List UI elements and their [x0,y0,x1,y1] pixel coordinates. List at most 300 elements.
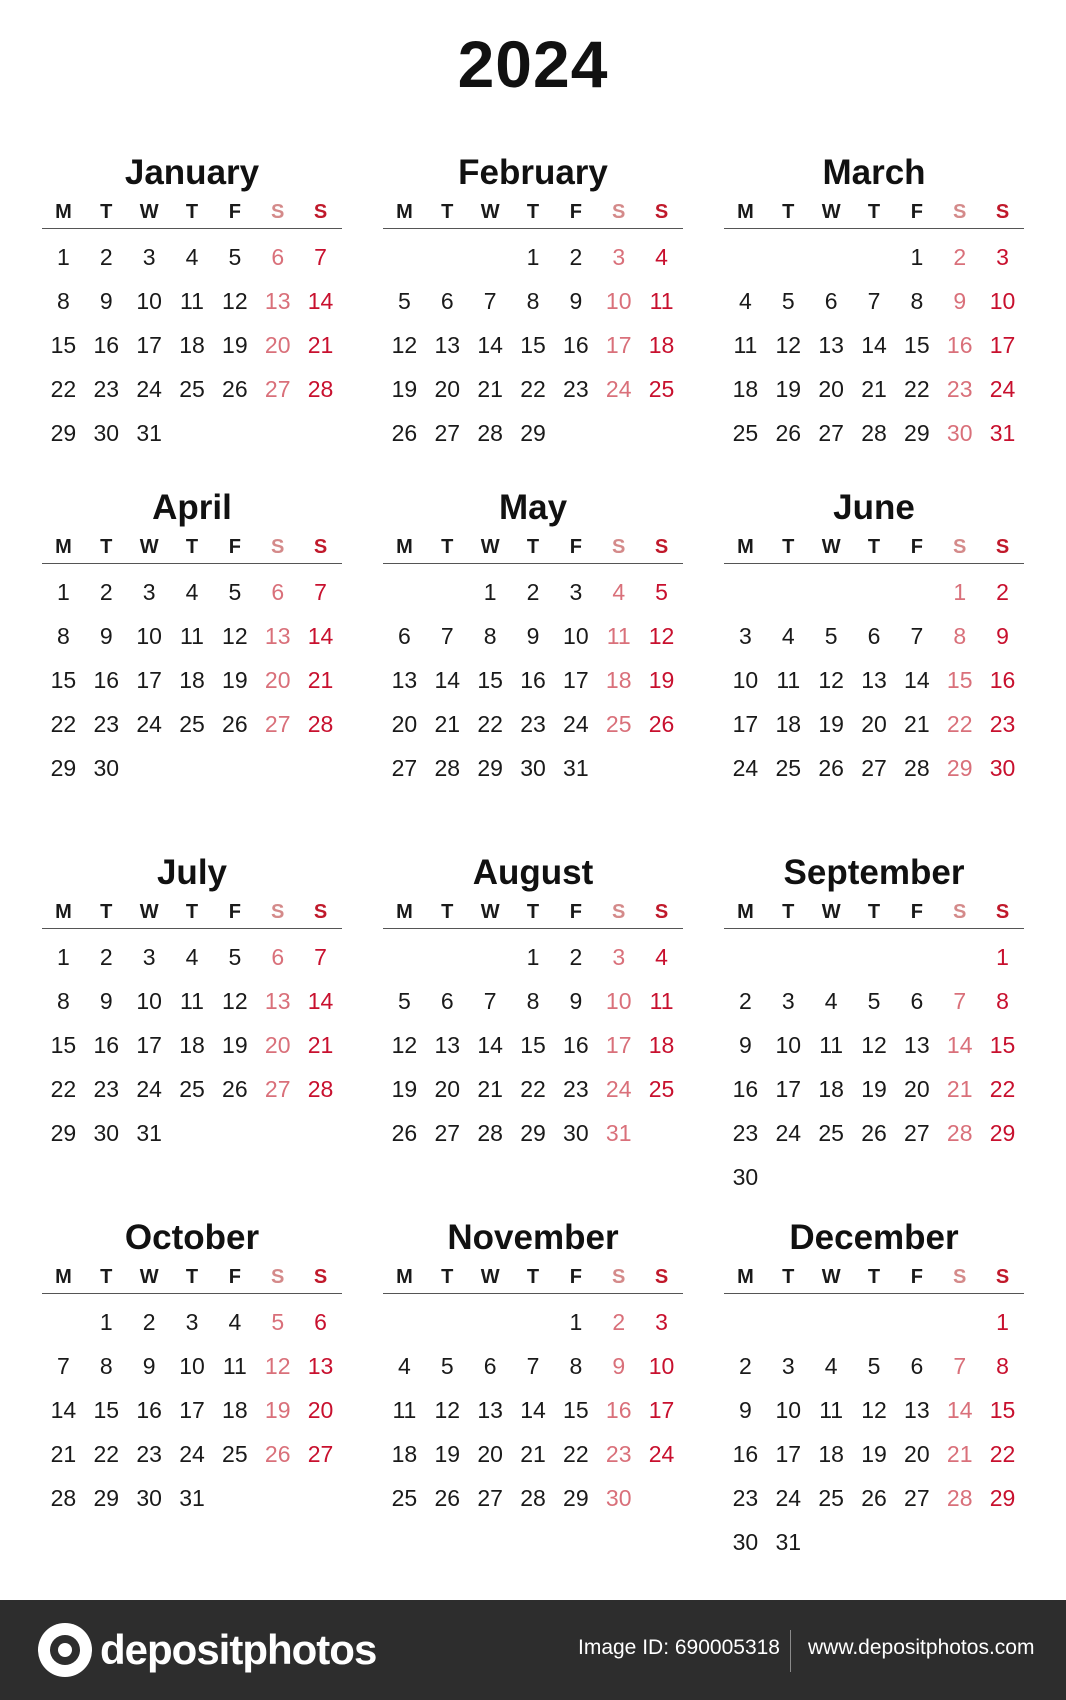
day-cell: 18 [222,1396,248,1423]
weekday-label: T [185,201,199,223]
day-cell: 5 [228,578,242,605]
day-cell: 1 [57,943,70,970]
day-cell: 6 [910,987,924,1014]
day-cell: 7 [953,987,967,1014]
day-cell: 13 [434,1031,461,1058]
day-cell: 10 [605,287,632,314]
day-cell: 6 [398,622,411,649]
day-cell: 12 [434,1396,461,1423]
day-cell: 15 [946,666,973,693]
weekday-label: M [737,201,754,223]
day-cell: 12 [861,1031,887,1058]
day-cell: 29 [477,754,503,781]
day-cell: 30 [520,754,546,781]
day-cell: 19 [434,1440,461,1467]
month-name: January [124,153,260,192]
day-cell: 8 [910,287,924,314]
weekday-label: T [441,536,454,558]
weekday-label: S [953,901,967,923]
weekday-label: T [526,1266,540,1288]
day-cell: 15 [477,666,503,693]
day-cell: 29 [50,419,77,446]
day-cell: 23 [520,710,546,737]
day-cell: 22 [946,710,973,737]
day-cell: 16 [563,1031,589,1058]
weekday-label: W [821,1266,841,1288]
day-cell: 25 [179,710,205,737]
day-cell: 15 [989,1396,1016,1423]
month-name: June [833,488,915,527]
day-cell: 24 [179,1440,205,1467]
day-cell: 11 [819,1396,844,1423]
day-cell: 13 [434,331,461,358]
weekday-label: T [185,536,199,558]
weekday-label: S [654,536,669,558]
day-cell: 7 [440,622,454,649]
site-url-link[interactable]: www.depositphotos.com [808,1636,1035,1659]
day-cell: 1 [99,1308,113,1335]
day-cell: 17 [136,1031,162,1058]
weekday-label: S [953,201,967,223]
day-cell: 24 [648,1440,675,1467]
day-cell: 10 [989,287,1016,314]
day-cell: 28 [520,1484,546,1511]
day-cell: 11 [733,331,758,358]
day-cell: 9 [739,1031,752,1058]
day-cell: 6 [314,1308,327,1335]
day-cell: 19 [222,1031,248,1058]
days-grid [724,1300,1024,1564]
day-cell: 5 [271,1308,285,1335]
day-cell: 31 [136,1119,162,1146]
weekday-label: F [228,901,241,923]
day-cell: 19 [222,331,248,358]
weekday-label: W [480,901,500,923]
day-cell: 27 [434,1119,461,1146]
month-name: November [447,1218,619,1257]
day-cell: 15 [50,666,77,693]
day-cell: 12 [391,1031,418,1058]
day-cell: 11 [180,287,204,314]
day-cell: 1 [910,243,924,270]
day-cell: 22 [50,375,77,402]
day-cell: 16 [563,331,589,358]
day-cell: 28 [861,419,887,446]
day-cell: 3 [612,943,626,970]
day-cell: 29 [50,1119,77,1146]
day-cell: 7 [314,943,327,970]
weekday-header [383,196,683,229]
weekday-label: F [569,901,582,923]
day-cell: 9 [996,622,1009,649]
day-cell: 28 [477,1119,503,1146]
days-grid [42,235,342,455]
month-april [42,485,342,850]
month-name: December [789,1218,959,1257]
weekday-label: F [569,201,582,223]
day-cell: 4 [612,578,626,605]
day-cell: 12 [648,622,675,649]
day-cell: 14 [904,666,930,693]
weekday-label: F [569,1266,582,1288]
day-cell: 21 [904,710,930,737]
day-cell: 28 [946,1484,973,1511]
month-name: July [156,853,228,892]
day-cell: 19 [648,666,675,693]
day-cell: 23 [93,375,120,402]
weekday-label: S [612,901,626,923]
day-cell: 17 [605,1031,632,1058]
day-cell: 1 [483,578,497,605]
day-cell: 7 [953,1352,967,1379]
weekday-label: T [867,201,881,223]
day-cell: 1 [569,1308,583,1335]
weekday-label: W [139,536,159,558]
day-cell: 25 [179,375,205,402]
day-cell: 18 [179,666,205,693]
day-cell: 31 [179,1484,205,1511]
weekday-label: T [782,536,795,558]
days-grid [724,235,1024,455]
month-february [383,150,683,485]
brand-logo[interactable] [38,1622,376,1678]
day-cell: 25 [818,1119,844,1146]
day-cell: 5 [781,287,795,314]
day-cell: 3 [569,578,583,605]
day-cell: 15 [93,1396,120,1423]
day-cell: 20 [264,666,291,693]
day-cell: 25 [775,754,802,781]
day-cell: 2 [996,578,1009,605]
day-cell: 12 [264,1352,291,1379]
day-cell: 2 [99,578,113,605]
day-cell: 11 [606,622,631,649]
day-cell: 21 [946,1440,973,1467]
day-cell: 8 [526,287,540,314]
day-cell: 26 [775,419,802,446]
weekday-label: T [782,901,795,923]
day-cell: 25 [648,375,675,402]
day-cell: 14 [946,1396,973,1423]
day-cell: 2 [953,243,967,270]
day-cell: 14 [307,622,334,649]
day-cell: 9 [569,287,583,314]
day-cell: 20 [861,710,887,737]
day-cell: 3 [655,1308,668,1335]
day-cell: 13 [477,1396,503,1423]
day-cell: 19 [861,1075,887,1102]
day-cell: 4 [398,1352,411,1379]
day-cell: 16 [520,666,546,693]
day-cell: 20 [391,710,418,737]
day-cell: 15 [563,1396,589,1423]
day-cell: 28 [50,1484,77,1511]
weekday-header [724,531,1024,564]
weekday-label: S [313,201,328,223]
month-name: October [124,1218,260,1257]
day-cell: 5 [867,1352,881,1379]
day-cell: 7 [526,1352,540,1379]
day-cell: 22 [50,1075,77,1102]
month-march [724,150,1024,485]
day-cell: 20 [264,1031,291,1058]
day-cell: 7 [867,287,881,314]
camera-lens-icon [38,1623,92,1677]
day-cell: 8 [996,987,1009,1014]
day-cell: 4 [228,1308,242,1335]
weekday-label: F [910,201,923,223]
day-cell: 9 [612,1352,626,1379]
day-cell: 23 [732,1484,759,1511]
day-cell: 22 [989,1075,1016,1102]
day-cell: 14 [307,287,334,314]
day-cell: 8 [953,622,967,649]
day-cell: 26 [861,1119,887,1146]
day-cell: 2 [99,243,113,270]
day-cell: 28 [307,375,334,402]
footer-divider [790,1630,791,1672]
weekday-label: F [228,536,241,558]
day-cell: 11 [649,987,674,1014]
day-cell: 10 [648,1352,675,1379]
day-cell: 26 [818,754,844,781]
month-name: March [822,153,926,192]
day-cell: 17 [605,331,632,358]
footer-bar [0,1600,1066,1700]
weekday-label: S [995,901,1010,923]
days-grid [42,570,342,790]
day-cell: 14 [946,1031,973,1058]
day-cell: 26 [264,1440,291,1467]
month-may [383,485,683,850]
weekday-label: M [737,1266,754,1288]
day-cell: 4 [655,943,668,970]
day-cell: 18 [732,375,759,402]
day-cell: 17 [136,666,162,693]
day-cell: 3 [612,243,626,270]
day-cell: 23 [989,710,1016,737]
weekday-header [383,531,683,564]
day-cell: 7 [314,578,327,605]
day-cell: 18 [179,331,205,358]
day-cell: 30 [946,419,973,446]
month-september [724,850,1024,1215]
day-cell: 28 [477,419,503,446]
days-grid [383,235,683,455]
day-cell: 22 [93,1440,120,1467]
day-cell: 19 [264,1396,291,1423]
weekday-label: F [228,1266,241,1288]
day-cell: 5 [398,287,411,314]
month-october [42,1215,342,1575]
day-cell: 17 [648,1396,675,1423]
weekday-label: T [526,536,540,558]
day-cell: 16 [989,666,1016,693]
day-cell: 11 [180,622,204,649]
weekday-header [42,196,342,229]
weekday-header [383,1261,683,1294]
day-cell: 3 [781,1352,795,1379]
day-cell: 12 [775,331,802,358]
weekday-label: T [441,201,454,223]
weekday-label: M [396,536,413,558]
day-cell: 31 [605,1119,632,1146]
weekday-label: F [228,201,241,223]
weekday-label: S [271,901,285,923]
day-cell: 10 [563,622,589,649]
day-cell: 4 [739,287,752,314]
month-june [724,485,1024,850]
day-cell: 3 [142,243,156,270]
day-cell: 23 [605,1440,632,1467]
day-cell: 11 [776,666,801,693]
day-cell: 2 [569,943,583,970]
day-cell: 12 [222,987,248,1014]
day-cell: 5 [228,943,242,970]
day-cell: 4 [781,622,795,649]
day-cell: 17 [775,1075,802,1102]
day-cell: 31 [775,1528,802,1555]
day-cell: 12 [222,287,248,314]
weekday-label: T [782,201,795,223]
weekday-label: S [612,536,626,558]
weekday-label: S [313,1266,328,1288]
weekday-label: M [55,536,72,558]
weekday-label: W [821,201,841,223]
day-cell: 13 [818,331,844,358]
day-cell: 20 [904,1440,930,1467]
day-cell: 23 [946,375,973,402]
day-cell: 25 [179,1075,205,1102]
day-cell: 13 [391,666,418,693]
day-cell: 4 [824,1352,838,1379]
day-cell: 14 [477,331,503,358]
days-grid [724,570,1024,790]
day-cell: 24 [136,710,162,737]
day-cell: 26 [861,1484,887,1511]
day-cell: 13 [264,287,291,314]
day-cell: 22 [904,375,930,402]
day-cell: 6 [824,287,838,314]
day-cell: 30 [605,1484,632,1511]
day-cell: 20 [434,1075,461,1102]
day-cell: 9 [569,987,583,1014]
weekday-label: S [313,536,328,558]
weekday-label: F [910,1266,923,1288]
day-cell: 26 [222,1075,248,1102]
year-title: 2024 [457,27,609,101]
day-cell: 27 [307,1440,334,1467]
month-name: April [152,488,232,527]
day-cell: 19 [391,1075,418,1102]
image-id-label: Image ID: 690005318 [578,1636,780,1659]
day-cell: 9 [739,1396,752,1423]
weekday-label: M [396,1266,413,1288]
day-cell: 28 [904,754,930,781]
day-cell: 15 [520,331,546,358]
day-cell: 5 [655,578,668,605]
day-cell: 16 [136,1396,162,1423]
weekday-label: F [910,536,923,558]
day-cell: 2 [142,1308,156,1335]
day-cell: 4 [185,243,199,270]
weekday-label: S [313,901,328,923]
day-cell: 8 [483,622,497,649]
day-cell: 6 [483,1352,497,1379]
weekday-label: W [821,901,841,923]
weekday-header [724,196,1024,229]
day-cell: 2 [526,578,540,605]
weekday-label: M [396,201,413,223]
day-cell: 21 [307,666,334,693]
day-cell: 30 [732,1163,759,1190]
day-cell: 15 [50,1031,77,1058]
weekday-label: T [185,1266,199,1288]
day-cell: 21 [50,1440,77,1467]
day-cell: 16 [732,1440,759,1467]
day-cell: 1 [996,1308,1009,1335]
day-cell: 15 [904,331,930,358]
day-cell: 20 [434,375,461,402]
day-cell: 17 [563,666,589,693]
day-cell: 25 [605,710,632,737]
day-cell: 2 [739,1352,752,1379]
day-cell: 8 [569,1352,583,1379]
day-cell: 9 [142,1352,156,1379]
day-cell: 24 [136,375,162,402]
day-cell: 21 [946,1075,973,1102]
weekday-label: T [100,201,113,223]
day-cell: 18 [818,1440,844,1467]
day-cell: 12 [391,331,418,358]
day-cell: 9 [99,987,113,1014]
day-cell: 8 [996,1352,1009,1379]
day-cell: 27 [861,754,887,781]
day-cell: 16 [93,1031,120,1058]
day-cell: 18 [391,1440,418,1467]
day-cell: 21 [307,1031,334,1058]
day-cell: 29 [520,419,546,446]
day-cell: 7 [483,987,497,1014]
weekday-label: T [867,901,881,923]
day-cell: 13 [264,622,291,649]
day-cell: 3 [185,1308,199,1335]
day-cell: 2 [99,943,113,970]
weekday-label: S [995,201,1010,223]
day-cell: 17 [775,1440,802,1467]
day-cell: 28 [307,710,334,737]
day-cell: 8 [57,987,70,1014]
day-cell: 18 [605,666,632,693]
day-cell: 14 [477,1031,503,1058]
day-cell: 22 [520,375,546,402]
day-cell: 24 [989,375,1016,402]
day-cell: 29 [93,1484,120,1511]
day-cell: 6 [271,243,285,270]
day-cell: 3 [739,622,752,649]
day-cell: 21 [477,375,503,402]
day-cell: 12 [818,666,844,693]
day-cell: 20 [477,1440,503,1467]
day-cell: 1 [996,943,1009,970]
day-cell: 25 [732,419,759,446]
day-cell: 14 [307,987,334,1014]
day-cell: 27 [264,1075,291,1102]
day-cell: 21 [434,710,461,737]
day-cell: 21 [520,1440,546,1467]
day-cell: 9 [99,622,113,649]
day-cell: 29 [904,419,930,446]
